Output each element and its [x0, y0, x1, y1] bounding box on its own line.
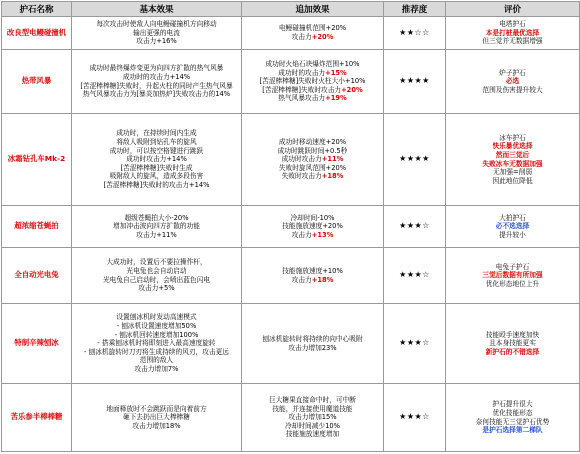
- text-line: [243, 155, 382, 164]
- text-line: [243, 231, 382, 240]
- rating-cell: [446, 304, 580, 384]
- highlight-value: +15%: [325, 68, 347, 77]
- text-line: 大拍护石: [499, 213, 526, 222]
- text-line: - 搭乘刨冰机时将即刻进入最高速度旋转: [97, 339, 216, 348]
- text-line: 电鳗碰撞机范围+20%: [278, 24, 347, 33]
- text-line: 冰车护石: [499, 133, 526, 142]
- table-row: [2, 206, 580, 248]
- text-line: 无加强=削弱: [492, 168, 533, 177]
- text-line: 新护石的不错选择: [485, 347, 540, 356]
- text-line: 奈何技能无三觉护石优势: [475, 417, 550, 426]
- talisman-name: 超浓缩苍蝇拍: [2, 206, 72, 248]
- text-line: 超级苍蝇拍大小-20%: [124, 213, 189, 222]
- text-line: [243, 33, 382, 42]
- text-line: 攻击力+5%: [138, 284, 175, 293]
- table-row: [2, 384, 580, 452]
- text-line: 范围的敌人: [139, 356, 174, 365]
- recommend-stars: ★★★☆: [384, 206, 446, 248]
- text-line: 攻击力+11%: [136, 230, 177, 239]
- extra-effect-cell: [242, 384, 384, 452]
- text-part: 成功时攻击力: [281, 155, 322, 164]
- header-rating: 评价: [446, 2, 580, 17]
- text-line: 然而三觉后: [495, 150, 530, 159]
- text-line: 攻击力增加15%: [288, 413, 337, 422]
- text-line: 快乐暴优选择: [492, 142, 533, 151]
- extra-effect-cell: [242, 206, 384, 248]
- text-line: 吸附敌人的旋风，造成多段伤害: [109, 172, 204, 181]
- rating-cell: [446, 206, 580, 248]
- text-line: 攻击力+16%: [136, 37, 177, 46]
- extra-effect-cell: [242, 304, 384, 384]
- text-line: 巨大糖果直接命中时，可中断: [269, 396, 356, 405]
- highlight-value: +18%: [321, 172, 344, 181]
- text-line: 必选: [505, 77, 520, 86]
- text-line: 电塔护石: [499, 20, 526, 29]
- text-line: 电兔子护石: [495, 262, 530, 271]
- text-line: 地面释放时不会跳跃而是向着前方: [106, 404, 207, 413]
- talisman-table: [1, 1, 580, 452]
- text-line: - 刨冰机设置速度增加50%: [116, 322, 197, 331]
- header-extra-effect: 追加效果: [242, 2, 384, 17]
- text-line: 输出更强的电流: [133, 28, 180, 37]
- text-line: [苦涩棒棒糖]失败时的攻击力+14%: [103, 180, 210, 189]
- highlight-value: +13%: [311, 230, 334, 239]
- text-line: 提升较小: [499, 230, 526, 239]
- text-part: 攻击力: [291, 33, 312, 41]
- text-line: 技能施放速度+20%: [282, 222, 343, 231]
- text-part: [苦涩棒棒糖]失败时攻击力: [262, 85, 342, 94]
- text-line: 技能，并连接使用魔道技能: [272, 404, 353, 413]
- text-line: 本是打桩最优选择: [485, 28, 540, 37]
- text-line: 成功时攻击力+14%: [126, 155, 187, 164]
- table-row: [2, 304, 580, 384]
- text-line: 成功时移动速度+20%: [278, 138, 347, 147]
- table-row: [2, 248, 580, 304]
- extra-effect-cell: [242, 50, 384, 114]
- text-line: 技能殴手速度加快: [485, 330, 540, 339]
- rating-cell: [446, 50, 580, 114]
- text-line: 成功时，在持续时间内生成: [116, 129, 197, 138]
- text-line: 攻击力增加23%: [288, 343, 337, 352]
- recommend-stars: ★★★★: [384, 50, 446, 114]
- basic-effect-cell: [72, 114, 242, 206]
- text-line: 范围及伤害提升较大: [482, 85, 543, 94]
- text-line: 失败时旋风范围+20%: [278, 163, 347, 172]
- extra-effect-cell: [242, 17, 384, 50]
- rating-cell: [446, 384, 580, 452]
- text-line: 每次攻击时使敌人向电鳗碰撞机方向移动: [96, 20, 217, 29]
- text-line: 成功时火焰石块爆炸范围+10%: [265, 60, 360, 69]
- text-line: 技能施放速度增加: [285, 430, 340, 439]
- rating-cell: [446, 248, 580, 304]
- talisman-name: 特制辛辣刨冰: [2, 304, 72, 384]
- text-line: 设置刨冰机时发动高速模式: [116, 313, 197, 322]
- highlight-value: +20%: [341, 85, 363, 94]
- header-basic-effect: 基本效果: [72, 2, 242, 17]
- recommend-stars: ★★★☆: [384, 384, 446, 452]
- text-line: 必不选选择: [495, 222, 530, 231]
- highlight-value: +18%: [311, 275, 334, 284]
- text-line: 且本身技能更实: [489, 339, 536, 348]
- talisman-name: 苦乐参半棒棒糖: [2, 384, 72, 452]
- recommend-stars: ★★★★: [384, 114, 446, 206]
- header-row: [2, 2, 580, 17]
- text-line: 攻击力增加7%: [134, 364, 179, 373]
- basic-effect-cell: [72, 206, 242, 248]
- basic-effect-cell: [72, 50, 242, 114]
- basic-effect-cell: [72, 384, 242, 452]
- extra-effect-cell: [242, 248, 384, 304]
- rating-cell: [446, 17, 580, 50]
- text-line: 优化技能形态: [492, 408, 533, 417]
- text-part: 失败时攻击力: [281, 172, 322, 181]
- text-line: - 刨冰机旋转时刀刃将生成持续的风刃，攻击更远: [84, 347, 229, 356]
- text-line: 大成功时，设置后不要拉操作杆，: [106, 258, 207, 267]
- text-part: 热气风暴攻击力: [278, 94, 326, 103]
- text-line: - 刨冰机回转速度增加100%: [114, 330, 199, 339]
- basic-effect-cell: [72, 17, 242, 50]
- text-line: 光电兔自己启动时，会喷出蓝色闪电: [103, 275, 210, 284]
- basic-effect-cell: [72, 248, 242, 304]
- text-line: [243, 276, 382, 285]
- recommend-stars: ★★★☆: [384, 304, 446, 384]
- recommend-stars: ★★☆☆: [384, 17, 446, 50]
- text-line: 护石提升很大: [492, 400, 533, 409]
- text-line: 光电兔也会自动启动: [126, 266, 187, 275]
- text-line: 炉子护石: [499, 68, 526, 77]
- text-line: 是护石选择第二梯队: [482, 426, 543, 435]
- basic-effect-cell: [72, 304, 242, 384]
- text-line: 刨冰机旋转时将持续的向中心吸附: [262, 334, 363, 343]
- extra-effect-cell: [242, 114, 384, 206]
- text-line: 冷却时间-10%: [290, 213, 335, 222]
- table-row: [2, 17, 580, 50]
- text-line: 冷却时间减少10%: [285, 421, 340, 430]
- header-name: 护石名称: [2, 2, 72, 17]
- text-part: 成功时的攻击力: [278, 68, 326, 77]
- text-part: 攻击力: [291, 275, 312, 284]
- talisman-name: 热带风暴: [2, 50, 72, 114]
- highlight-value: +11%: [321, 155, 344, 164]
- text-line: 成功时最终爆炸变更为向四方扩散的热气风暴: [89, 64, 224, 73]
- text-line: 因此地位降低: [492, 176, 533, 185]
- recommend-stars: ★★★☆: [384, 248, 446, 304]
- talisman-name: 改良型电鳗碰撞机: [2, 17, 72, 50]
- text-line: [243, 172, 382, 181]
- highlight-value: +19%: [325, 94, 347, 103]
- text-line: 将敌人吸附到钻孔车的旋风: [116, 138, 197, 147]
- highlight-value: +20%: [311, 33, 334, 41]
- text-line: 技能施放速度+10%: [282, 266, 343, 275]
- text-line: [243, 94, 382, 103]
- text-line: 砸下去扔出巨大棒棒糖: [123, 413, 190, 422]
- text-line: 三觉后数据有所加强: [482, 271, 543, 280]
- text-line: 成功时跳跃时间+0.5秒: [277, 146, 348, 155]
- text-line: 热气风暴攻击力为[暴炎加热炉]失败攻击力的14%: [82, 90, 231, 99]
- rating-cell: [446, 114, 580, 206]
- text-line: [苦涩棒棒糖]失败时生成: [120, 163, 193, 172]
- text-line: 增加冲击波向四方扩散的功能: [113, 222, 200, 231]
- talisman-name: 冰霜钻孔车Mk-2: [2, 114, 72, 206]
- text-line: 成功时的攻击力+14%: [122, 72, 191, 81]
- text-line: 成功时，可以按空格键进行跳跃: [109, 146, 204, 155]
- header-recommend: 推荐度: [384, 2, 446, 17]
- text-line: 但三觉并无数据增强: [482, 37, 543, 46]
- text-line: [苦涩棒棒糖]失败时火柱大小+10%: [259, 77, 366, 86]
- talisman-name: 全自动光电兔: [2, 248, 72, 304]
- text-line: [苦涩棒棒糖]失败时，升起火柱的同时产生热气风暴: [80, 81, 233, 90]
- text-part: 攻击力: [291, 230, 312, 239]
- text-line: 攻击力增加18%: [132, 421, 181, 430]
- table-row: [2, 50, 580, 114]
- text-line: 失败冰车无数据加强: [482, 159, 543, 168]
- table-row: [2, 114, 580, 206]
- text-line: [243, 69, 382, 78]
- text-line: 优化形态地位上升: [485, 279, 540, 288]
